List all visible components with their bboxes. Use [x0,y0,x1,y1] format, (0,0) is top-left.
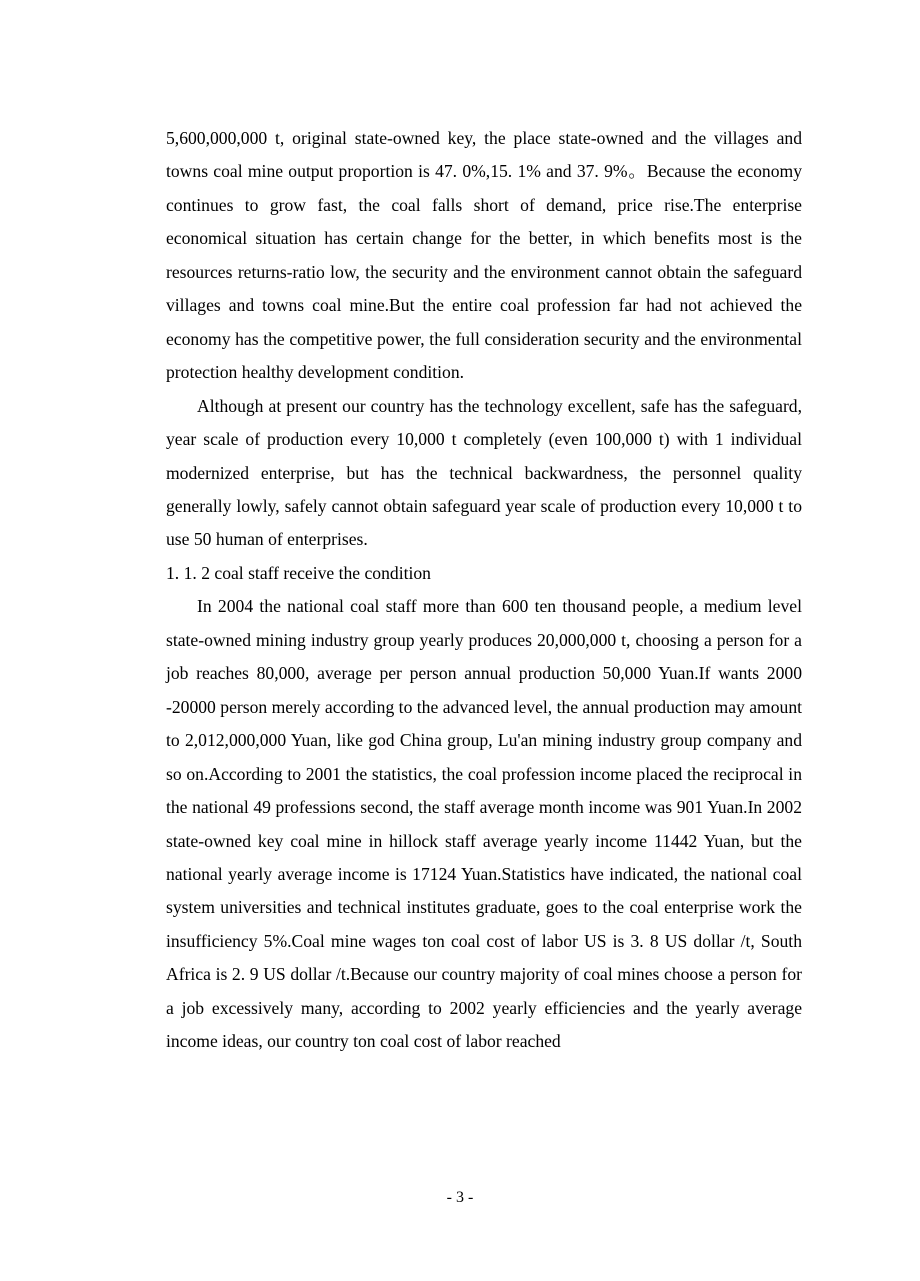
paragraph-modernization: Although at present our country has the technology excellent, safe has the safeguard, year scale of production every 10,000 t completely (even 100,000 t) with 1 individual modernized enterprise, but has the technical backwardness, the personnel quality generally lowly, safely cannot obtain safeguard year scale of production every 10,000 t to use 50 human of enterprises. [166,395,802,550]
body-text [166,122,802,1059]
paragraph-staff-income: In 2004 the national coal staff more than 600 ten thousand people, a medium level state-owned mining industry group yearly produces 20,000,000 t, choosing a person for a job reaches 80,000, average per person annual production 50,000 Yuan.If wants 2000 -20000 person merely according to the advanced level, the annual production may amount to 2,012,000,000 Yuan, like god China group, Lu'an mining industry group company and so on.According to 2001 the statistics, the coal profession income placed the reciprocal in the national 49 professions second, the staff average month income was 901 Yuan.In 2002 state-owned key coal mine in hillock staff average yearly income 11442 Yuan, but the national yearly average income is 17124 Yuan.Statistics have indicated, the national coal system universities and technical institutes graduate, goes to the coal enterprise work the insufficiency 5%.Coal mine wages ton coal cost of labor US is 3. 8 US dollar /t, South Africa is 2. 9 US dollar /t.Because our country majority of coal mines choose a person for a job excessively many, according to 2002 yearly efficiencies and the yearly average income ideas, our country ton coal cost of labor reached [166,596,802,1052]
page-number: - 3 - [446,1189,474,1206]
section-heading: 1. 1. 2 coal staff receive the condition [166,562,431,583]
paragraph-continuation: 5,600,000,000 t, original state-owned key, the place state-owned and the villages and towns coal mine output proportion is 47. 0%,15. 1% and 37. 9%。Because the economy continues to grow fast, the coal falls short of demand, price rise.The enterprise economical situation has certain change for the better, in which benefits most is the resources returns-ratio low, the security and the environment cannot obtain the safeguard villages and towns coal mine.But the entire coal profession far had not achieved the economy has the competitive power, the full consideration security and the environmental protection healthy development condition. [166,128,802,383]
